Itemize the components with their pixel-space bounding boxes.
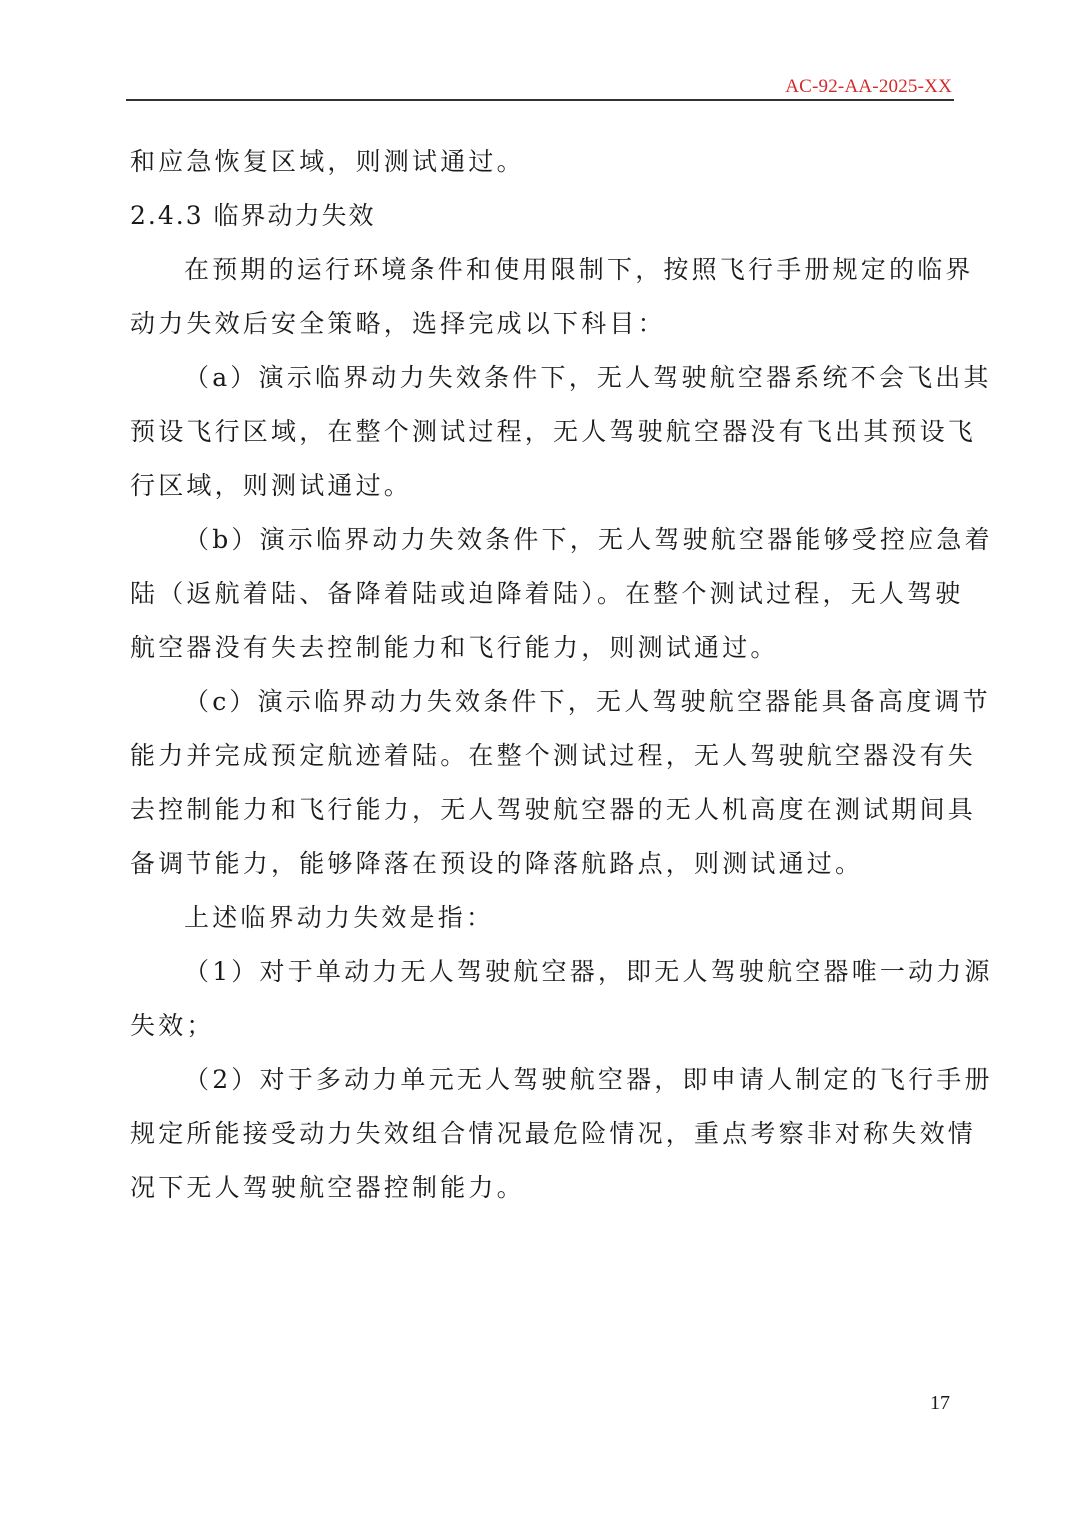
document-body bbox=[130, 140, 993, 1220]
continuation-paragraph bbox=[130, 140, 952, 194]
text-line: 动力失效后安全策略，选择完成以下科目： bbox=[130, 309, 666, 338]
definition-intro-paragraph bbox=[130, 896, 952, 950]
text-line: （b）演示临界动力失效条件下，无人驾驶航空器能够受控应急着 bbox=[184, 525, 993, 554]
text-line: 况下无人驾驶航空器控制能力。 bbox=[130, 1173, 525, 1202]
text-line: 行区域，则测试通过。 bbox=[130, 471, 413, 500]
text-line: （a）演示临界动力失效条件下，无人驾驶航空器系统不会飞出其 bbox=[184, 363, 992, 392]
item-b-paragraph bbox=[130, 518, 993, 680]
header-divider bbox=[126, 99, 954, 101]
intro-paragraph bbox=[130, 248, 974, 356]
text-line: （c）演示临界动力失效条件下，无人驾驶航空器能具备高度调节 bbox=[184, 687, 991, 716]
text-line: （1）对于单动力无人驾驶航空器，即无人驾驶航空器唯一动力源 bbox=[184, 957, 993, 986]
text-line: 失效； bbox=[130, 1011, 215, 1040]
text-line: 航空器没有失去控制能力和飞行能力，则测试通过。 bbox=[130, 633, 779, 662]
item-a-paragraph bbox=[130, 356, 992, 518]
definition-2-paragraph bbox=[130, 1058, 993, 1220]
section-heading: 2.4.3 临界动力失效 bbox=[130, 201, 376, 230]
text-line: 备调节能力，能够降落在预设的降落航路点，则测试通过。 bbox=[130, 849, 864, 878]
text-line: 陆（返航着陆、备降着陆或迫降着陆）。在整个测试过程，无人驾驶 bbox=[130, 579, 964, 608]
text-line: 预设飞行区域，在整个测试过程，无人驾驶航空器没有飞出其预设飞 bbox=[130, 417, 977, 446]
text-line: 在预期的运行环境条件和使用限制下，按照飞行手册规定的临界 bbox=[184, 255, 974, 284]
page-number: 17 bbox=[930, 1392, 950, 1414]
text-line: （2）对于多动力单元无人驾驶航空器，即申请人制定的飞行手册 bbox=[184, 1065, 993, 1094]
text-line: 去控制能力和飞行能力，无人驾驶航空器的无人机高度在测试期间具 bbox=[130, 795, 977, 824]
text-line: 能力并完成预定航迹着陆。在整个测试过程，无人驾驶航空器没有失 bbox=[130, 741, 977, 770]
text-line: 和应急恢复区域，则测试通过。 bbox=[130, 147, 525, 176]
text-line: 上述临界动力失效是指： bbox=[184, 903, 495, 932]
definition-1-paragraph bbox=[130, 950, 993, 1058]
text-line: 规定所能接受动力失效组合情况最危险情况，重点考察非对称失效情 bbox=[130, 1119, 977, 1148]
document-code: AC-92-AA-2025-XX bbox=[785, 76, 952, 97]
item-c-paragraph bbox=[130, 680, 991, 896]
